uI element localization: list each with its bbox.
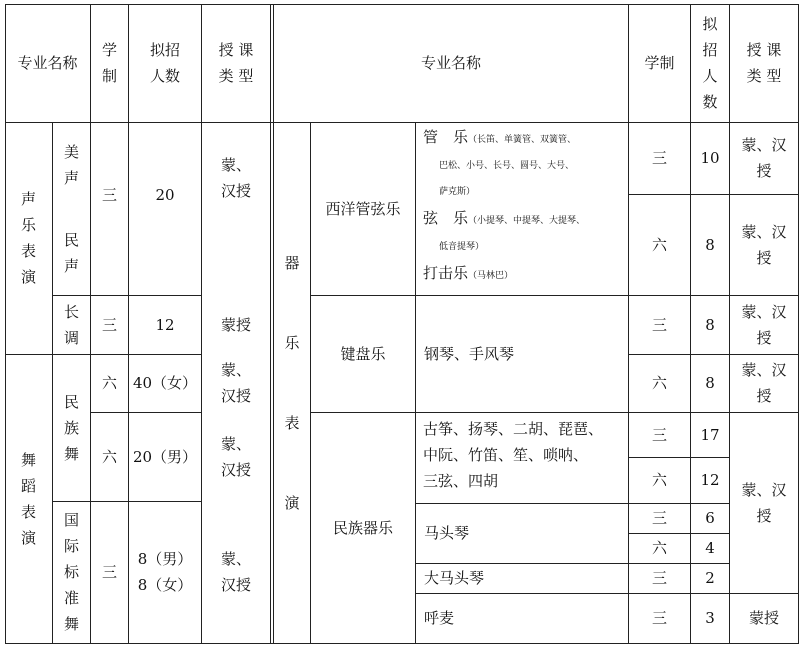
r-count: 2 (705, 569, 715, 587)
cell-duration: 六 (101, 374, 117, 392)
sub-minzuwu-text: 民族舞 (63, 392, 79, 463)
perc-note: （马林巴） (468, 271, 514, 281)
wind-head: 管 乐 (423, 128, 469, 146)
group-dance (5, 354, 52, 643)
r-duration: 三 (651, 315, 667, 334)
r-type (730, 122, 798, 194)
header-type-left-text: 授 课 类 型 (218, 41, 254, 85)
ethnic-humai: 呼麦 (424, 609, 455, 627)
r-count: 12 (700, 471, 720, 489)
cell-type (202, 501, 270, 643)
r-duration: 三 (651, 509, 667, 527)
header-type-left (202, 4, 270, 122)
perc-head: 打击乐 (423, 264, 469, 282)
cell-count (129, 501, 201, 643)
r-type: 蒙授 (748, 609, 779, 627)
r-count: 8 (705, 235, 715, 254)
ethnic-main-detail (423, 416, 628, 494)
cell-count: 12 (155, 315, 175, 334)
group-vocal-text: 声乐表演 (20, 190, 36, 286)
r-type (730, 354, 798, 412)
string-note-1: （小提琴、中提琴、大提琴、 (468, 216, 586, 226)
r-type-text: 蒙、汉授 (741, 302, 787, 347)
sub-guojibiaozhunwu (53, 501, 90, 643)
cell-count: 20（男） (132, 447, 198, 466)
sub-minzuwu (53, 354, 90, 501)
cell-count: 40（女） (132, 374, 198, 392)
header-type-right (730, 4, 798, 122)
cell-type-text: 蒙、汉授 (220, 550, 251, 594)
r-duration: 六 (651, 374, 667, 392)
cell-type-text: 蒙、汉授 (220, 156, 251, 200)
keyboard-detail: 钢琴、手风琴 (424, 344, 515, 363)
r-count: 10 (700, 149, 720, 167)
header-plan-right (691, 4, 729, 122)
cell-type (202, 354, 270, 412)
wind-note-3: 萨克斯） (439, 187, 476, 197)
string-note-2: 低音提琴） (439, 242, 485, 252)
sub-meisheng (53, 130, 90, 200)
sub-meisheng-text: 美声 (63, 143, 79, 187)
ethnic-da-matouqin: 大马头琴 (424, 569, 485, 587)
r-duration: 三 (651, 149, 667, 167)
header-major-right: 专业名称 (420, 54, 481, 72)
r-type-text: 蒙、汉授 (741, 361, 787, 405)
r-type (730, 194, 798, 295)
header-duration-right: 学制 (644, 54, 675, 72)
r-duration: 三 (651, 425, 667, 444)
wind-note-2: 巴松、小号、长号、圆号、大号、 (439, 161, 575, 171)
western-detail (423, 124, 628, 289)
ethnic-line-3: 三弦、四胡 (423, 472, 499, 490)
wind-note-1: （长笛、单簧管、双簧管、 (468, 135, 577, 145)
cell-count: 20 (155, 186, 175, 204)
cell-type-text: 蒙、汉授 (220, 361, 251, 405)
r-duration: 六 (651, 235, 667, 254)
cell-type (202, 412, 270, 501)
cell-duration: 三 (101, 186, 117, 204)
r-count: 8 (705, 374, 715, 392)
sub-minsheng (53, 218, 90, 288)
ethnic-line-2: 中阮、竹笛、笙、唢呐、 (423, 446, 589, 464)
category-keyboard: 键盘乐 (340, 344, 386, 363)
cell-type-text: 蒙、汉授 (220, 434, 251, 479)
r-duration: 六 (651, 471, 667, 489)
ethnic-shared-type-text: 蒙、汉授 (741, 480, 787, 525)
string-head: 弦 乐 (423, 209, 469, 227)
header-duration-left-text: 学制 (101, 41, 117, 85)
r-count: 8 (705, 315, 715, 334)
r-duration: 三 (651, 609, 667, 627)
cell-duration: 六 (101, 447, 117, 466)
grid-line (415, 122, 416, 644)
group-dance-text: 舞蹈表演 (20, 450, 36, 547)
group-vocal (5, 122, 52, 354)
category-western: 西洋管弦乐 (325, 199, 401, 218)
r-duration: 六 (651, 539, 667, 557)
r-count: 6 (705, 509, 715, 527)
cell-duration: 三 (101, 563, 117, 581)
group-instrumental (274, 122, 310, 643)
cell-type: 蒙授 (220, 315, 251, 334)
ethnic-matouqin: 马头琴 (424, 524, 470, 542)
sub-changdiao-text: 长调 (63, 302, 79, 347)
r-count: 17 (700, 425, 720, 444)
header-duration-left (91, 4, 128, 122)
ethnic-line-1: 古筝、扬琴、二胡、琵琶、 (423, 420, 604, 438)
category-ethnic: 民族器乐 (332, 518, 393, 537)
table-border-right (798, 4, 799, 644)
header-plan-right-text: 拟招人数 (702, 15, 718, 111)
cell-duration: 三 (101, 315, 117, 334)
r-type (730, 295, 798, 354)
cell-count-b: 8（女） (137, 576, 193, 594)
r-type-text: 蒙、汉授 (741, 136, 787, 180)
table-border-bottom (5, 643, 799, 644)
r-type-text: 蒙、汉授 (741, 222, 787, 267)
sub-minsheng-text: 民声 (63, 231, 79, 275)
cell-type (202, 148, 270, 208)
r-count: 3 (705, 609, 715, 627)
r-count: 4 (705, 539, 715, 557)
center-divider (270, 4, 271, 644)
r-duration: 三 (651, 569, 667, 587)
header-plan-left (129, 4, 201, 122)
header-major-left: 专业名称 (17, 54, 78, 72)
header-type-right-text: 授 课 类 型 (746, 41, 782, 85)
cell-count-a: 8（男） (137, 550, 193, 568)
sub-changdiao (53, 295, 90, 354)
ethnic-shared-type (730, 412, 798, 593)
sub-guojibiaozhunwu-text: 国际标准舞 (63, 511, 79, 633)
header-plan-left-text: 拟招人数 (149, 41, 180, 85)
group-instrumental-text: 器乐表演 (284, 253, 300, 512)
